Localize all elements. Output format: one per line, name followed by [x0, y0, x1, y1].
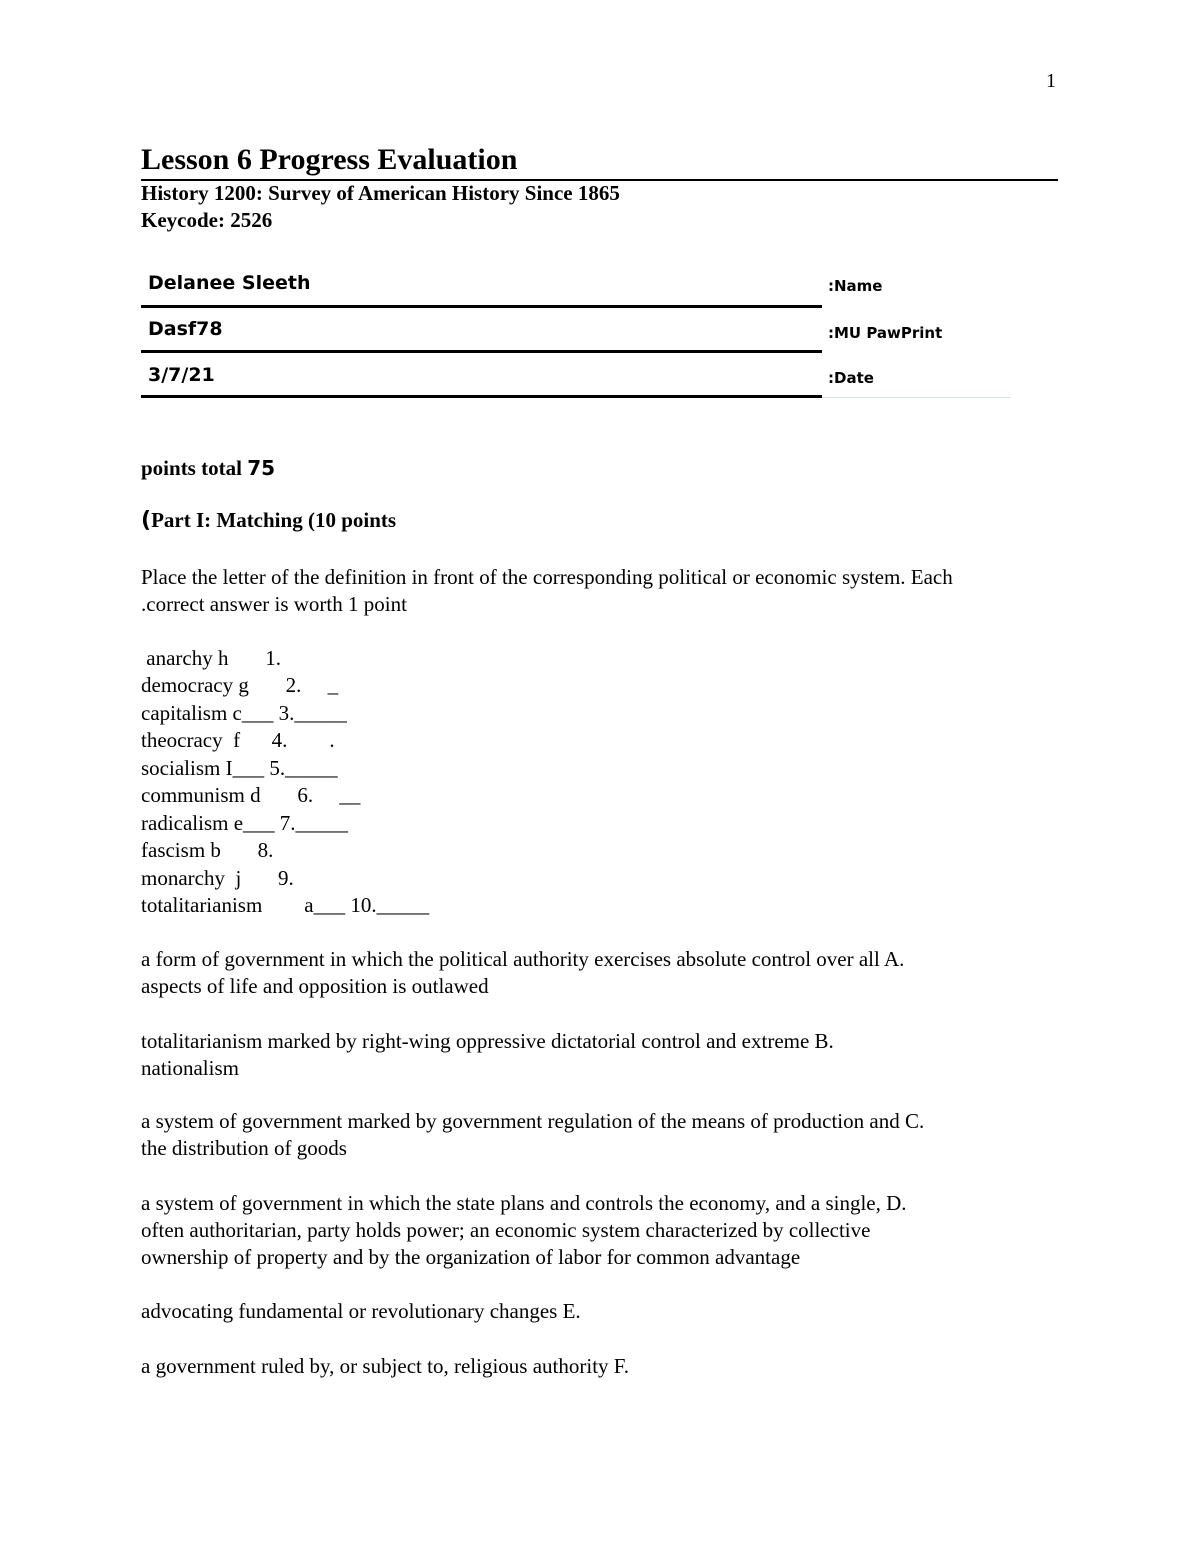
definition-b-line-2: nationalism: [141, 1056, 239, 1080]
page-title: Lesson 6 Progress Evaluation: [141, 141, 1058, 181]
course-name: History 1200: Survey of American History Since 1865: [141, 181, 620, 205]
definition-d-line-2: often authoritarian, party holds power; an economic system characterized by collective: [141, 1218, 871, 1242]
name-underline: [141, 305, 822, 308]
definition-d-line-3: ownership of property and by the organization of labor for common advantage: [141, 1245, 801, 1269]
definition-e-line-1: advocating fundamental or revolutionary changes E.: [141, 1299, 581, 1323]
pawprint-underline: [141, 350, 822, 353]
name-label: :Name: [828, 277, 883, 295]
pawprint-label: :MU PawPrint: [828, 324, 943, 342]
match-item-3[interactable]: capitalism c___ 3._____: [141, 701, 347, 725]
part1-heading-paren: (: [141, 508, 152, 533]
match-item-9[interactable]: monarchy j 9.: [141, 866, 294, 890]
definition-d-line-1: a system of government in which the state plans and controls the economy, and a single, D.: [141, 1191, 907, 1215]
name-value[interactable]: Delanee Sleeth: [148, 272, 311, 294]
match-item-2[interactable]: democracy g 2. _: [141, 673, 339, 697]
date-label-rule: [822, 397, 1011, 398]
part1-heading: [141, 508, 396, 533]
pawprint-value[interactable]: Dasf78: [148, 318, 223, 340]
definition-a-line-2: aspects of life and opposition is outlawed: [141, 974, 489, 998]
date-underline: [141, 395, 822, 398]
match-item-10[interactable]: totalitarianism a___ 10._____: [141, 893, 430, 917]
points-total: [141, 456, 275, 481]
part1-heading-text: Part I: Matching (10 points: [151, 508, 397, 532]
match-item-1[interactable]: anarchy h 1.: [141, 646, 281, 670]
keycode: Keycode: 2526: [141, 208, 273, 232]
match-item-7[interactable]: radicalism e___ 7._____: [141, 811, 349, 835]
definition-c-line-2: the distribution of goods: [141, 1136, 347, 1160]
points-total-number: 75: [247, 456, 276, 480]
match-item-8[interactable]: fascism b 8.: [141, 838, 274, 862]
definition-a-line-1: a form of government in which the political authority exercises absolute control over all A.: [141, 947, 905, 971]
definition-f-line-1: a government ruled by, or subject to, religious authority F.: [141, 1354, 630, 1378]
match-item-6[interactable]: communism d 6. __: [141, 783, 361, 807]
definition-b-line-1: totalitarianism marked by right-wing oppressive dictatorial control and extreme B.: [141, 1029, 834, 1053]
instructions-line-2: .correct answer is worth 1 point: [141, 592, 407, 616]
page-number: 1: [1046, 70, 1056, 92]
match-item-4[interactable]: theocracy f 4. .: [141, 728, 335, 752]
points-total-text: points total: [141, 456, 242, 480]
date-value[interactable]: 3/7/21: [148, 364, 215, 386]
instructions-line-1: Place the letter of the definition in front of the corresponding political or economic system. Each: [141, 565, 953, 589]
match-item-5[interactable]: socialism I___ 5._____: [141, 756, 338, 780]
date-label: :Date: [828, 369, 874, 387]
definition-c-line-1: a system of government marked by government regulation of the means of production and C.: [141, 1109, 925, 1133]
